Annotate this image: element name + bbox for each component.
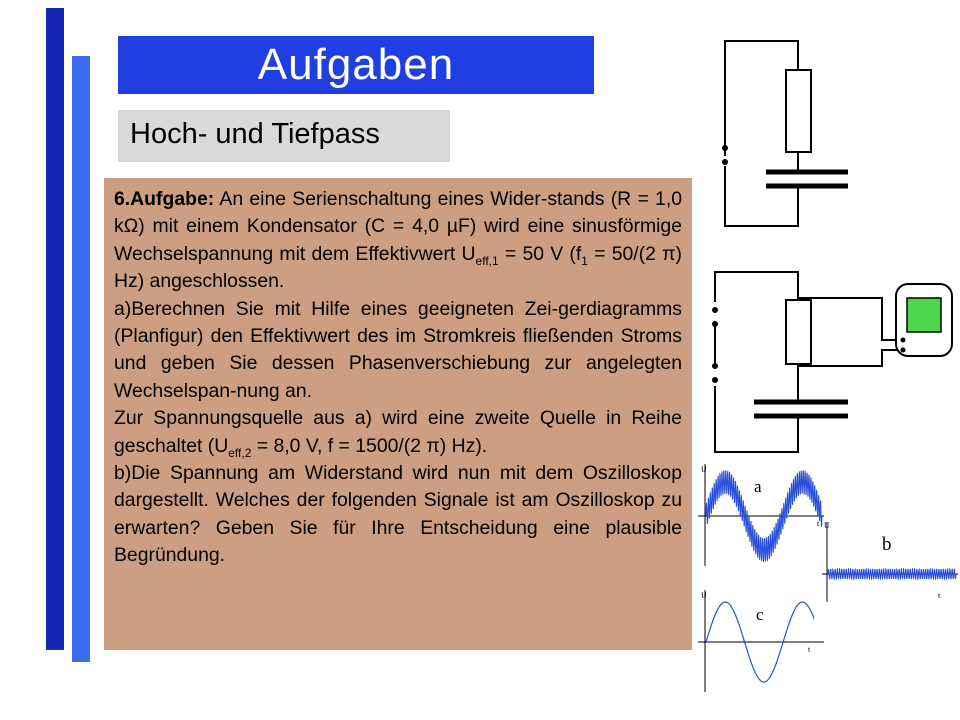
signal-c-y-axis-label: U <box>701 591 707 600</box>
task-second-source: Zur Spannungsquelle aus a) wird eine zweite Quelle in Reihe geschaltet ($U_{eff,2} = 8,0$ V, f = 1500/(2 π) Hz). <box>114 407 682 460</box>
signal-a-plot <box>698 460 826 570</box>
signal-a-label: a <box>754 477 762 496</box>
circuit-oscilloscope-diagram <box>700 262 955 464</box>
task-text-box <box>104 178 692 650</box>
signal-b-y-axis-label: U <box>824 521 830 530</box>
task-part-a: a)Berechnen Sie mit Hilfe eines geeigneten Zei-gerdiagramms (Planfigur) den Effektivwert des im Stromkreis fließenden Stroms und geben Sie dessen Phasenverschiebung zur angelegten Wechselspan-nung an. <box>114 297 682 402</box>
page-title: Aufgaben <box>118 36 594 94</box>
signal-a-y-axis-label: U <box>701 465 707 474</box>
task-intro: 6.Aufgabe: An eine Serienschaltung eines Wider-stands (R = 1,0 kΩ) mit einem Kondensator (C = 4,0 µF) wird eine sinusförmige Wechselspannung mit dem Effektivwert $U_{eff,1} = 50$ V ($f_1 = 50/(2$ π) Hz) angeschlossen. <box>114 188 682 293</box>
accent-bar-light <box>72 56 90 662</box>
signal-a-x-axis-label: t <box>817 519 820 528</box>
signal-b-plot <box>822 516 960 606</box>
accent-bar-dark <box>46 8 64 650</box>
page-subtitle: Hoch- und Tiefpass <box>118 110 450 162</box>
signal-b-x-axis-label: t <box>938 591 941 600</box>
signal-b-label: b <box>882 534 892 555</box>
signal-c-label: c <box>756 605 764 624</box>
signal-c-plot <box>698 586 826 696</box>
signal-c-x-axis-label: t <box>808 645 811 654</box>
task-number: 6.Aufgabe: <box>114 188 215 210</box>
circuit-rc-diagram <box>700 36 860 236</box>
task-part-b: b)Die Spannung am Widerstand wird nun mit dem Oszilloskop dargestellt. Welches der folgenden Signale ist am Oszilloskop zu erwarten? Geben Sie für Ihre Entscheidung eine plausible Begründung. <box>114 462 682 567</box>
